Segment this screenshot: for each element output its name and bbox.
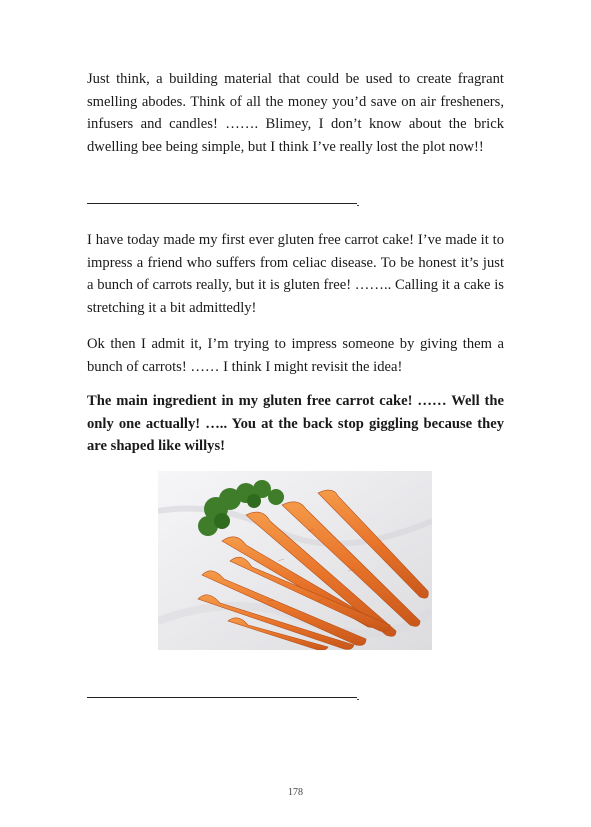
page-number: 178 <box>288 787 303 798</box>
paragraph-bold-caption: The main ingredient in my gluten free carrot cake! …… Well the only one actually! ….. You at the back stop giggling because they are shaped like willys! <box>87 393 504 454</box>
paragraph-carrot-cake: I have today made my first ever gluten free carrot cake! I’ve made it to impress a friend who suffers from celiac disease. To be honest it’s just a bunch of carrots really, but it is gluten free! …….. Calling it a cake is stretching it a bit admittedly! <box>87 232 504 316</box>
paragraph-admission: Ok then I admit it, I’m trying to impress someone by giving them a bunch of carrots! …… I think I might revisit the idea! <box>87 336 504 375</box>
section-divider <box>87 203 357 204</box>
paragraph-intro: Just think, a building material that could be used to create fragrant smelling abodes. Think of all the money you’d save on air fresheners, infusers and candles! ……. Blimey, I don’t know about the brick dwelling bee being simple, but I think I’ve really lost the plot now!! <box>87 71 504 155</box>
section-divider-bottom <box>87 697 357 698</box>
carrots-photo <box>158 471 432 650</box>
